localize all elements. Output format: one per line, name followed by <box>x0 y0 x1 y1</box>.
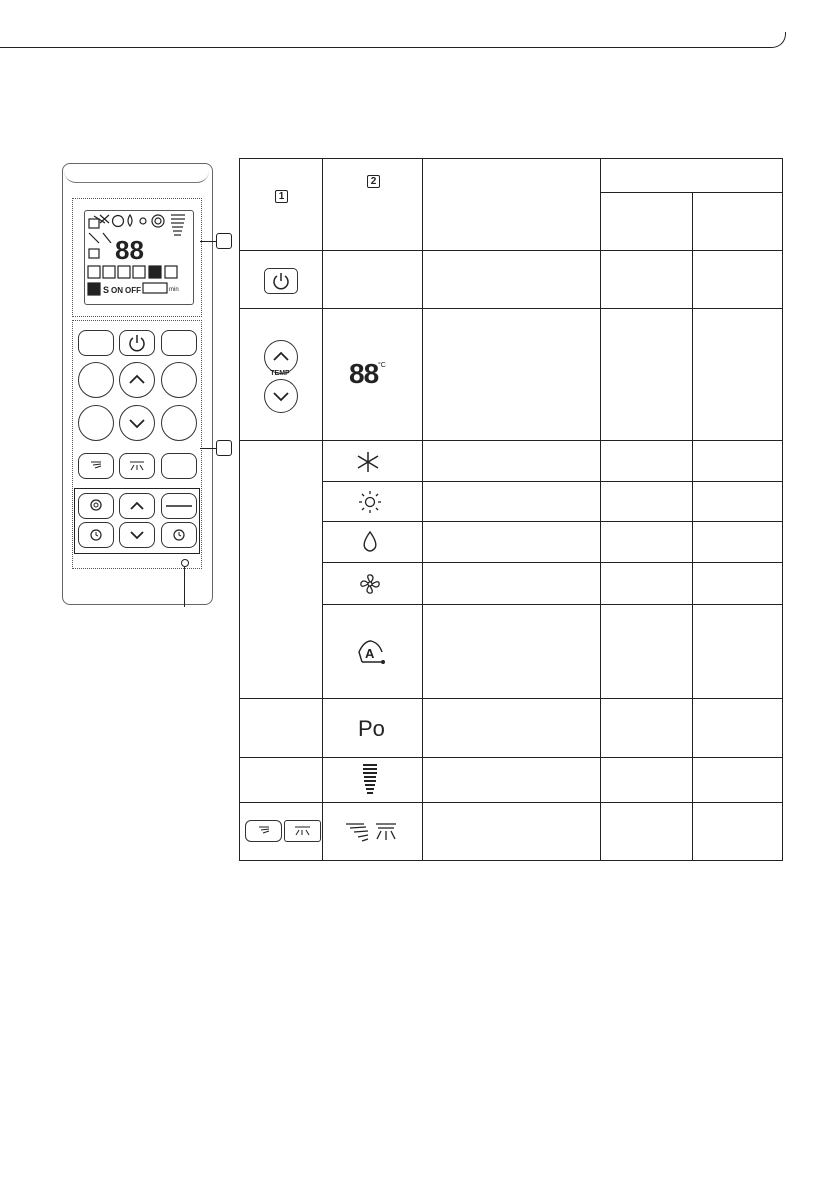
table-row-line-5 <box>322 521 783 522</box>
alarm-clock-icon <box>162 523 196 547</box>
chevron-up-icon <box>120 494 154 518</box>
table-row-line-9 <box>239 757 783 758</box>
table-temp-display-unit: °C <box>378 362 386 369</box>
remote-temp-up-button[interactable] <box>119 362 155 398</box>
lcd-s-label: S <box>103 285 110 295</box>
chevron-down-icon <box>120 523 154 547</box>
remote-cancel-button[interactable] <box>161 493 197 519</box>
table-row-line-8 <box>239 698 783 699</box>
table-row-line-4 <box>322 481 783 482</box>
remote-lcd-screen <box>84 210 194 305</box>
table-row-line-10 <box>239 802 783 803</box>
table-row-line-2 <box>239 308 783 309</box>
table-row-line-6 <box>322 562 783 563</box>
table-col-divider-1 <box>322 158 323 861</box>
lcd-big-digits: 88 <box>115 235 144 265</box>
gear-icon <box>79 494 113 518</box>
remote-swing-horizontal-button[interactable] <box>119 453 155 479</box>
remote-button-top-left[interactable] <box>78 330 114 356</box>
callout-marker-2 <box>216 440 232 456</box>
fan-speed-bars-icon <box>362 763 378 797</box>
reset-hole[interactable] <box>181 559 189 567</box>
remote-timer-up-button[interactable] <box>119 493 155 519</box>
water-drop-icon <box>361 530 379 554</box>
callout-line-2 <box>200 448 216 449</box>
table-col-divider-4 <box>692 192 693 861</box>
alarm-clock-icon <box>79 523 113 547</box>
lcd-on-label: ON <box>111 286 123 295</box>
remote-settings-button[interactable] <box>78 493 114 519</box>
table-header-subdivider <box>600 192 783 193</box>
swing-horizontal-icon <box>120 454 154 478</box>
remote-timer-down-button[interactable] <box>119 522 155 548</box>
remote-timer-off-button[interactable] <box>161 522 197 548</box>
remote-timer-on-button[interactable] <box>78 522 114 548</box>
remote-button-right-2[interactable] <box>161 405 197 441</box>
lcd-icons <box>85 211 193 304</box>
table-swing-horizontal-button <box>284 820 321 842</box>
swing-vertical-icon <box>246 821 281 841</box>
chevron-up-icon <box>265 341 297 373</box>
table-power-option-display: Po <box>358 716 385 741</box>
table-col-divider-3 <box>600 158 601 861</box>
chevron-up-icon <box>120 363 154 397</box>
remote-button-left-1[interactable] <box>78 362 114 398</box>
swing-horizontal-icon <box>285 821 320 841</box>
page-top-rule <box>0 47 770 48</box>
sun-icon <box>358 490 382 514</box>
snowflake-icon <box>355 450 381 474</box>
swing-vertical-icon <box>79 454 113 478</box>
lcd-off-label: OFF <box>125 286 141 295</box>
remote-button-right-1[interactable] <box>161 362 197 398</box>
table-temp-label: TEMP <box>270 370 290 377</box>
table-power-button <box>264 268 298 294</box>
table-border-bottom <box>239 860 783 861</box>
table-row-line-7 <box>322 604 783 605</box>
swing-both-icon <box>344 820 400 844</box>
fan-icon <box>358 572 382 596</box>
header-marker-2: 2 <box>367 175 380 188</box>
page-top-rule-corner <box>770 32 786 48</box>
callout-line-1 <box>200 241 216 242</box>
header-marker-1: 1 <box>275 190 288 203</box>
chevron-down-icon <box>265 380 297 412</box>
table-temp-display-digits: 88 <box>349 358 379 389</box>
callout-marker-1 <box>216 233 232 249</box>
table-col-divider-2 <box>422 158 423 861</box>
power-icon <box>120 331 154 355</box>
table-temp-down-button <box>264 379 298 413</box>
lcd-unit-label: min <box>169 287 179 293</box>
table-temp-up-button <box>264 340 298 374</box>
table-border-right <box>782 158 783 861</box>
remote-button-row4-right[interactable] <box>161 453 197 479</box>
auto-mode-icon <box>356 638 386 668</box>
remote-swing-vertical-button[interactable] <box>78 453 114 479</box>
table-row-line-3 <box>239 440 783 441</box>
reset-callout-line <box>184 567 185 607</box>
remote-power-button[interactable] <box>119 330 155 356</box>
remote-control-top-edge <box>64 166 209 183</box>
remote-button-top-right[interactable] <box>161 330 197 356</box>
minus-icon <box>162 494 196 518</box>
svg-text:A: A <box>365 646 375 661</box>
table-border-left <box>239 158 240 861</box>
power-icon <box>265 269 297 293</box>
remote-temp-down-button[interactable] <box>119 405 155 441</box>
remote-button-left-2[interactable] <box>78 405 114 441</box>
table-border-top <box>239 158 783 159</box>
chevron-down-icon <box>120 406 154 440</box>
table-row-line-1 <box>239 250 783 251</box>
table-swing-vertical-button <box>245 820 282 842</box>
